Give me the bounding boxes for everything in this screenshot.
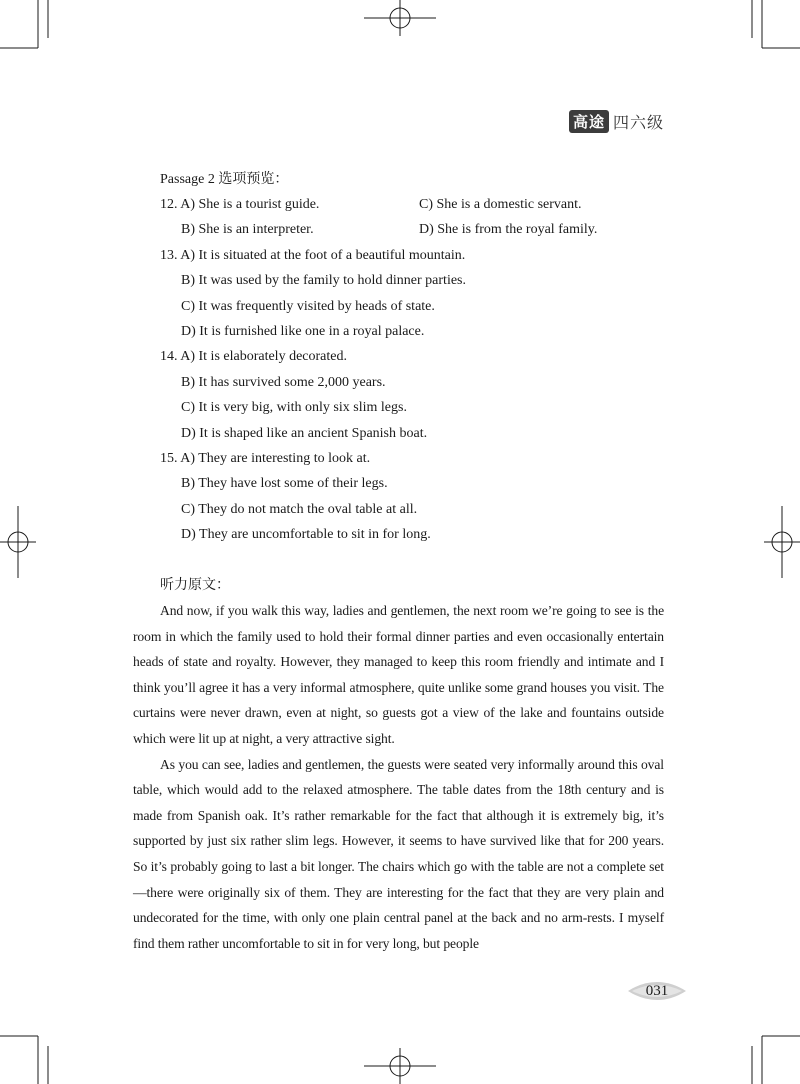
brand-logo [569, 110, 664, 133]
option-12c: C) She is a domestic servant. [419, 197, 582, 212]
option-13c: C) It was frequently visited by heads of state. [181, 298, 435, 314]
option-13a: 13. A) It is situated at the foot of a beautiful mountain. [160, 247, 466, 263]
option-14b: B) It has survived some 2,000 years. [181, 374, 386, 390]
transcript-title: 听力原文： [160, 577, 230, 593]
option-14c: C) It is very big, with only six slim legs. [181, 400, 407, 416]
options-preview [160, 167, 680, 547]
option-15d: D) They are uncomfortable to sit in for long. [181, 527, 431, 543]
option-14d: D) It is shaped like an ancient Spanish boat. [181, 425, 428, 441]
option-12a: 12. A) She is a tourist guide. [160, 197, 320, 212]
brand-text: 四六级 [612, 113, 664, 132]
option-15b: B) They have lost some of their legs. [181, 476, 388, 492]
transcript-paragraph-2: As you can see, ladies and gentlemen, the guests were seated very informally around this oval table, which would add to the relaxed atmosphere. The table dates from the 18th century and is made from Spanish oak. It’s rather remarkable for the fact that although it is extremely big, it’s supported by just six rather slim legs. However, it seems to have survived like that for 200 years. So it’s probably going to last a bit longer. The chairs which go with the table are not a complete set—there were originally six of them. They are interesting for the fact that they are very plain and undecorated for the time, with only one plain central panel at the back and no arm-rests. I myself find them rather uncomfortable to sit in for very long, but people [133, 756, 664, 951]
page-number-badge [628, 980, 686, 1002]
option-13b: B) It was used by the family to hold dinner parties. [181, 273, 466, 289]
question-12-row-1 [160, 192, 680, 217]
option-15c: C) They do not match the oval table at all. [181, 501, 418, 517]
page-number: 031 [645, 983, 669, 999]
option-13d: D) It is furnished like one in a royal palace. [181, 323, 425, 339]
option-15a: 15. A) They are interesting to look at. [160, 450, 371, 466]
question-12-row-2 [160, 217, 680, 242]
option-14a: 14. A) It is elaborately decorated. [160, 349, 347, 365]
option-12d: D) She is from the royal family. [419, 222, 598, 238]
option-12b: B) She is an interpreter. [181, 222, 314, 238]
passage-title: Passage 2 选项预览： [160, 172, 289, 187]
brand-box: 高途 [569, 110, 609, 133]
transcript-body [133, 598, 664, 956]
transcript-paragraph-1: And now, if you walk this way, ladies and gentlemen, the next room we’re going to see is the room in which the family used to hold their formal dinner parties and even occasionally entertain heads of state and royalty. However, they managed to keep this room friendly and intimate and I think you’ll agree it has a very informal atmosphere, quite unlike some grand houses you visit. The curtains were never drawn, even at night, so guests got a view of the lake and fountains outside which were lit up at night, a very attractive sight. [133, 603, 664, 746]
